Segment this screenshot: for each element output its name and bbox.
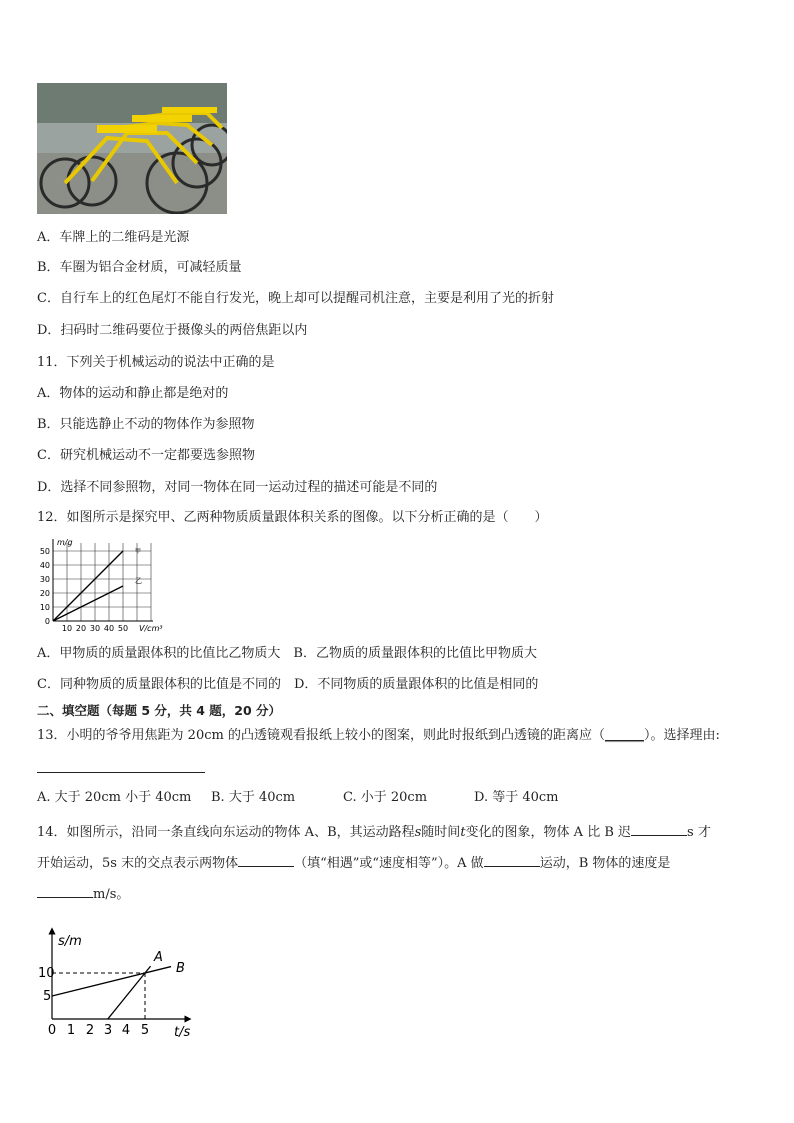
- var-t: t: [460, 825, 466, 840]
- q14-blank-3: [484, 853, 540, 867]
- q14-line-3: [37, 884, 129, 903]
- x-axis-label: V/cm³: [139, 624, 163, 633]
- q11-option-d: D．选择不同参照物，对同一物体在同一运动过程的描述可能是不同的: [37, 480, 438, 495]
- q14-blank-4: [37, 884, 93, 898]
- q13-option-b: B. 大于 40cm: [211, 790, 296, 805]
- x-tick-0: 0: [47, 1023, 57, 1038]
- q14-blank-2: [238, 853, 294, 867]
- q13-stem-post: ）。选择理由:: [643, 728, 720, 743]
- q13-stem: [37, 728, 720, 744]
- q13-stem-pre: 13．小明的爷爷用焦距为 20cm 的凸透镜观看报纸上较小的图案，则此时报纸到凸透镜的距离应（: [37, 728, 605, 743]
- q13-option-c: C. 小于 20cm: [343, 790, 428, 805]
- series-jia-line: [53, 551, 123, 621]
- x-tick-40: 40: [103, 624, 115, 633]
- q13-blank: ______: [604, 728, 644, 743]
- q14-text: m/s。: [93, 887, 130, 902]
- x-tick-1: 1: [66, 1023, 76, 1038]
- x-tick-2: 2: [85, 1023, 95, 1038]
- bicycle-photo: [37, 83, 227, 214]
- y-tick-10: 10: [38, 966, 55, 981]
- y-axis-label: s/m: [58, 934, 82, 949]
- q14-text: 开始运动，5s 末的交点表示两物体: [37, 856, 239, 871]
- q14-text: 14．如图所示，沿同一条直线向东运动的物体 A、B，其运动路程: [37, 825, 415, 840]
- q14-line-2: [37, 853, 670, 872]
- x-tick-4: 4: [121, 1023, 131, 1038]
- var-s: s: [414, 825, 422, 840]
- y-tick-30: 30: [39, 575, 50, 584]
- q10-option-b: B．车圈为铝合金材质，可减轻质量: [37, 260, 242, 275]
- q14-text: （填“相遇”或“速度相等”）。A 做: [294, 856, 484, 871]
- series-yi-line: [53, 586, 123, 621]
- q14-text: 运动，B 物体的速度是: [539, 856, 671, 871]
- y-axis-label: m/g: [57, 538, 73, 547]
- series-jia-label: 甲: [135, 548, 142, 555]
- mass-volume-graph: [35, 535, 170, 635]
- section-2-title: 二、填空题（每题 5 分，共 4 题，20 分）: [37, 703, 282, 718]
- q12-options-ab: A．甲物质的质量跟体积的比值比乙物质大 B．乙物质的质量跟体积的比值比甲物质大: [37, 646, 537, 661]
- y-tick-0: 0: [44, 617, 50, 626]
- q14-blank-1: [631, 822, 687, 836]
- series-b-label: B: [176, 961, 185, 976]
- q14-text: 随时间: [421, 825, 461, 840]
- q11-option-b: B．只能选静止不动的物体作为参照物: [37, 417, 255, 432]
- y-tick-10: 10: [39, 603, 50, 612]
- x-tick-30: 30: [89, 624, 101, 633]
- x-tick-50: 50: [117, 624, 129, 633]
- q11-option-c: C．研究机械运动不一定都要选参照物: [37, 448, 255, 463]
- q10-option-d: D．扫码时二维码要位于摄像头的两倍焦距以内: [37, 323, 308, 338]
- series-b-line: [52, 967, 171, 996]
- x-tick-10: 10: [61, 624, 73, 633]
- q12-options-cd: C．同种物质的质量跟体积的比值是不同的 D．不同物质的质量跟体积的比值是相同的: [37, 677, 539, 692]
- series-yi-label: 乙: [135, 577, 142, 585]
- q12-stem: 12．如图所示是探究甲、乙两种物质质量跟体积关系的图像。以下分析正确的是（ ）: [37, 510, 548, 525]
- q14-text: s 才: [687, 825, 711, 840]
- series-a-label: A: [154, 950, 163, 965]
- q10-option-c: C．自行车上的红色尾灯不能自行发光，晚上却可以提醒司机注意，主要是利用了光的折射: [37, 291, 554, 306]
- series-a-line: [108, 966, 151, 1019]
- x-tick-3: 3: [103, 1023, 113, 1038]
- x-tick-20: 20: [75, 624, 87, 633]
- q10-option-a: A．车牌上的二维码是光源: [37, 230, 190, 245]
- q11-option-a: A．物体的运动和静止都是绝对的: [37, 386, 229, 401]
- q14-text: 变化的图象，物体 A 比 B 迟: [465, 825, 632, 840]
- y-tick-20: 20: [39, 589, 50, 598]
- q13-answer-line: [37, 772, 205, 773]
- q13-option-d: D. 等于 40cm: [474, 790, 559, 805]
- y-tick-5: 5: [43, 989, 52, 1004]
- distance-time-graph: [38, 925, 203, 1043]
- y-tick-50: 50: [39, 547, 50, 556]
- y-tick-40: 40: [39, 561, 50, 570]
- q13-option-a: A. 大于 20cm 小于 40cm: [37, 790, 192, 805]
- q14-line-1: [37, 822, 711, 841]
- q11-stem: 11．下列关于机械运动的说法中正确的是: [37, 355, 275, 370]
- x-axis-label: t/s: [174, 1025, 191, 1040]
- x-tick-5: 5: [140, 1023, 150, 1038]
